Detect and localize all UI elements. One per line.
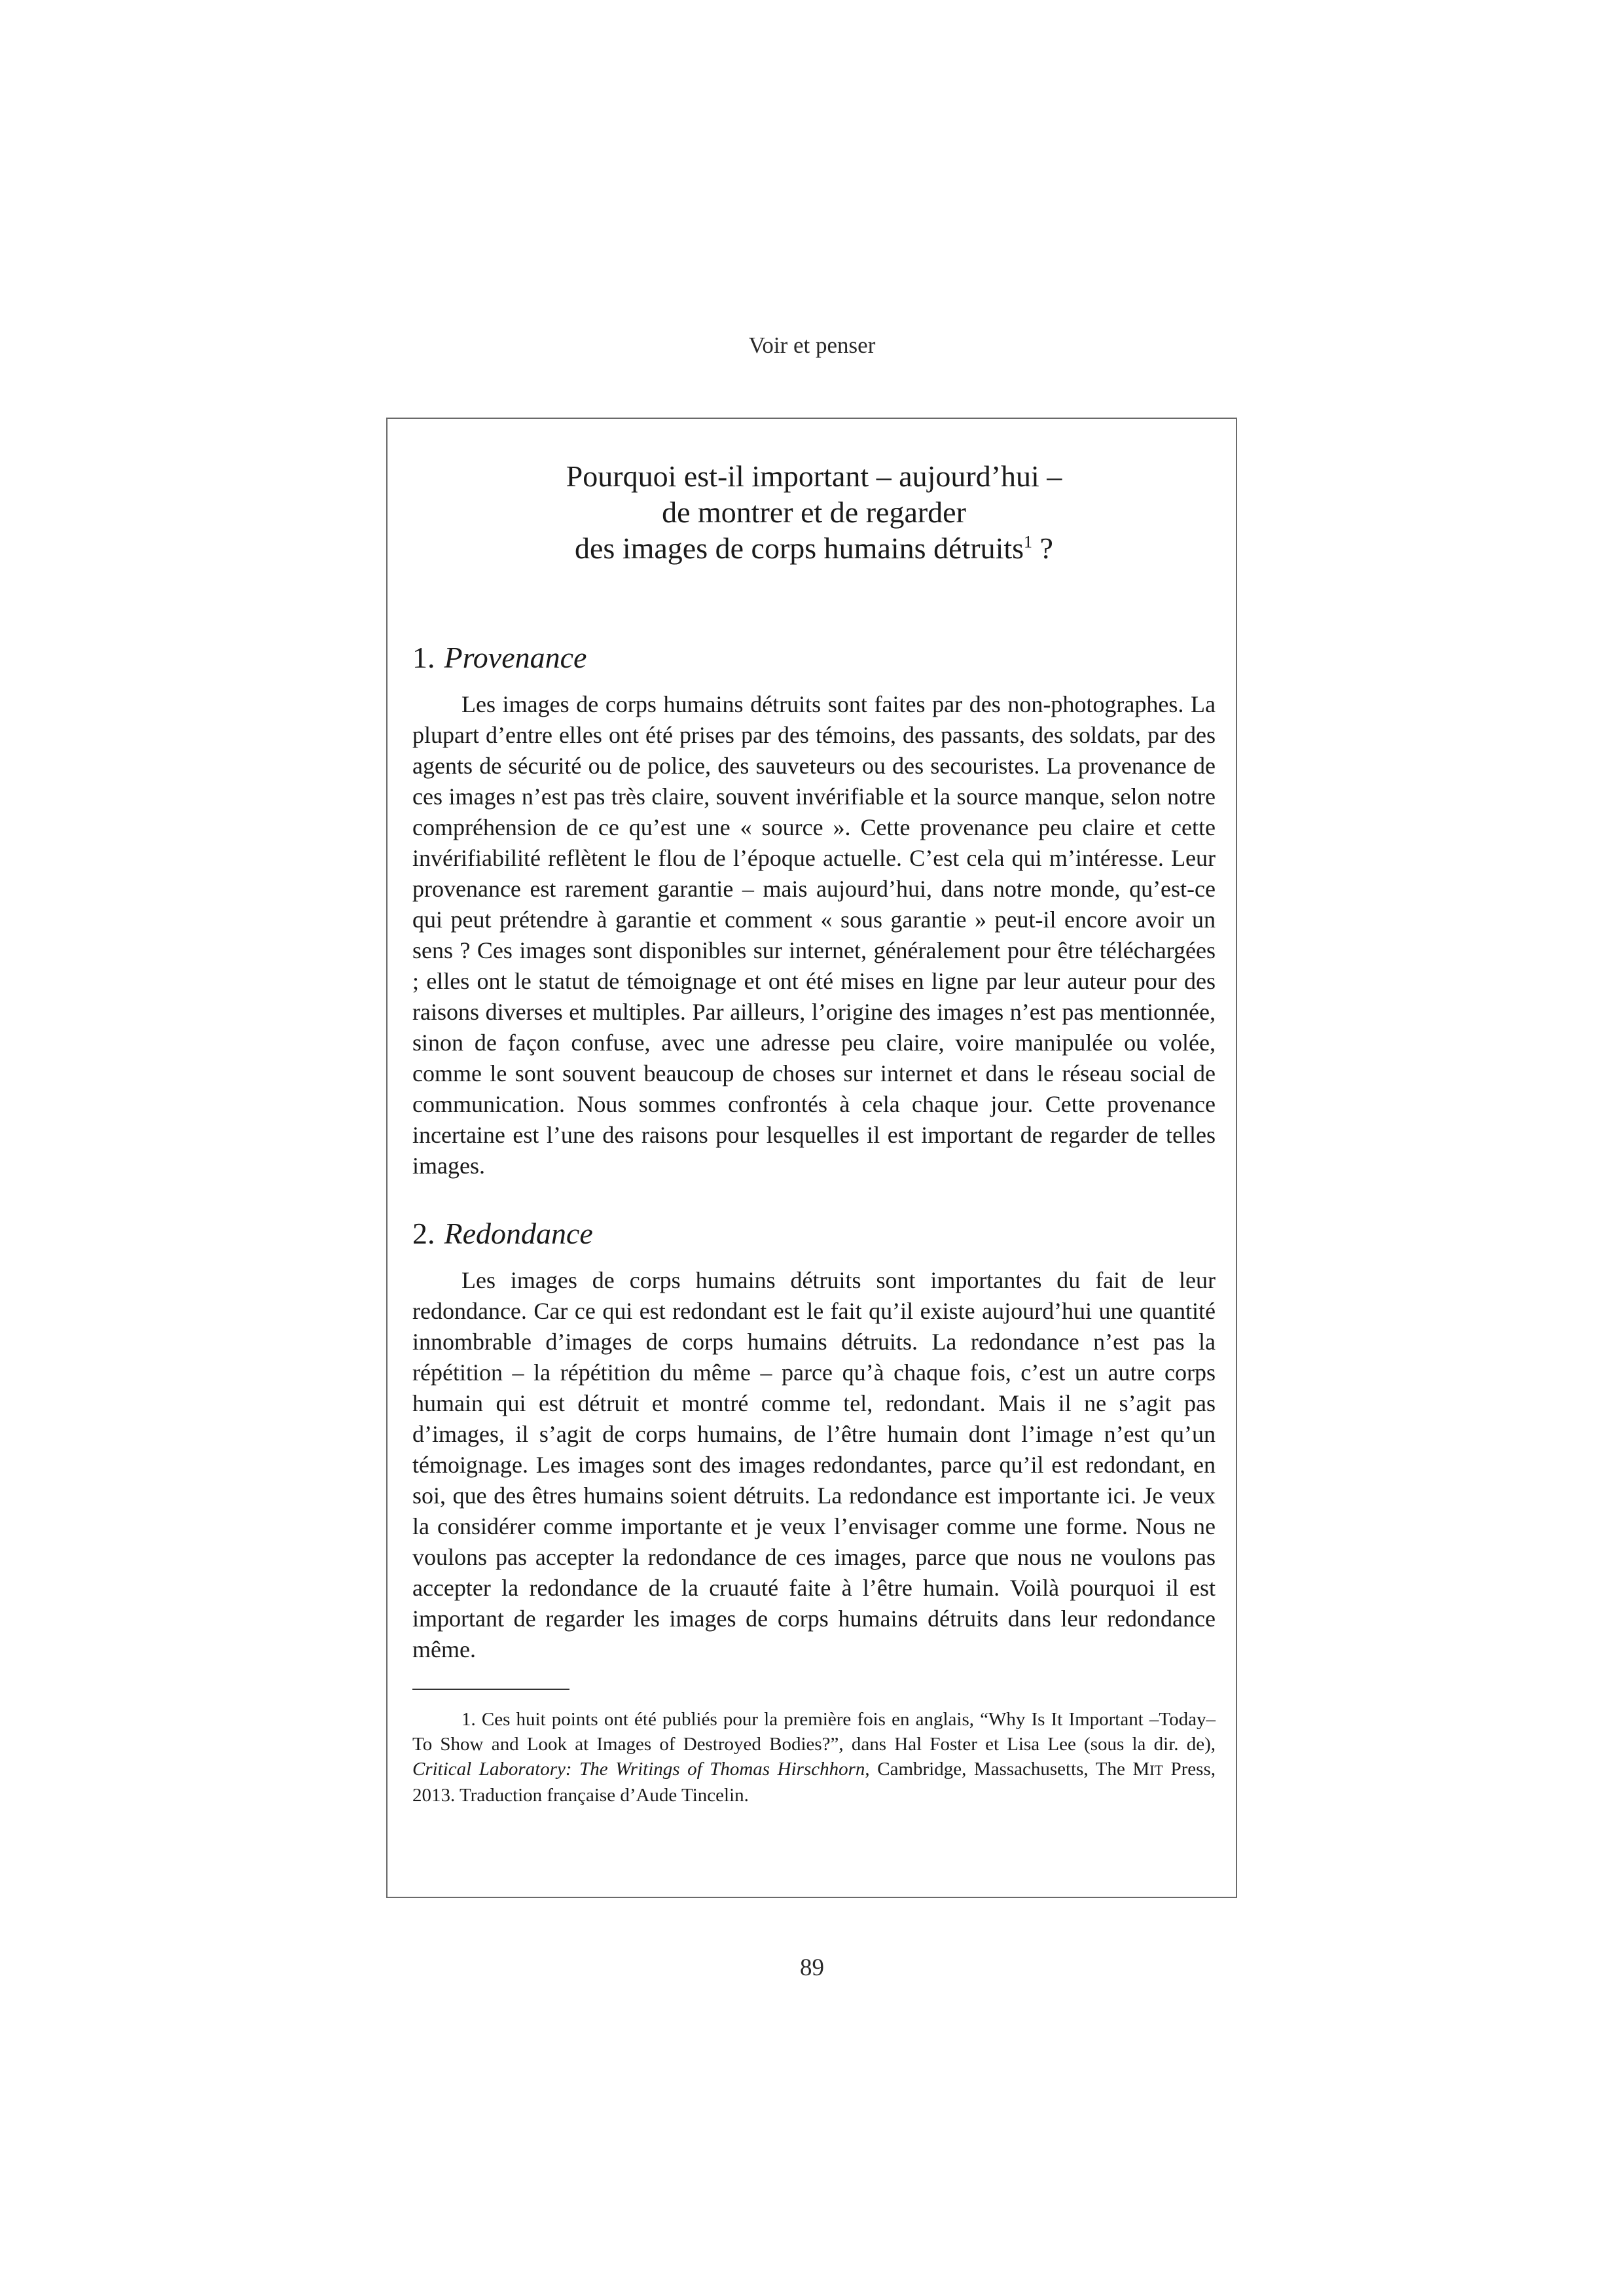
title-line-3-end: ? [1032,531,1053,565]
section-title: Provenance [444,641,587,674]
section-number: 2. [412,1217,435,1250]
title-line-1: Pourquoi est-il important – aujourd’hui – [566,459,1062,493]
footnote-number: 1. [461,1709,476,1730]
section-heading-redondance [412,1214,1216,1253]
footnote-divider [412,1689,569,1690]
footnote-smallcaps: IT [1149,1762,1163,1778]
running-head: Voir et penser [748,332,876,358]
section-paragraph-redondance: Les images de corps humains détruits sont importantes du fait de leur redondance. Car ce qui est redondant est le fait qu’il existe aujourd’hui une quantité innombrable d’images de corps humains détruits. La redondance n’est pas la répétition – la répétition du même – parce qu’à chaque fois, c’est un autre corps humain qui est détruit et montré comme tel, redondant. Mais il ne s’agit pas d’images, il s’agit de corps humains, de l’être humain dont l’image n’est qu’un témoignage. Les images sont des images redondantes, parce qu’il est redondant, en soi, que des êtres humains soient détruits. La redondance est importante ici. Je veux la considérer comme importante et je veux l’envisager comme une forme. Nous ne voulons pas accepter la redondance de ces images, parce que nous ne voulons pas accepter la redondance de la cruauté faite à l’être humain. Voilà pourquoi il est important de regarder les images de corps humains détruits dans leur redondance même. [412,1267,1216,1662]
title-line-2: de montrer et de regarder [662,495,966,529]
title-line-3-text: des images de corps humains détruits [575,531,1024,565]
page-content [412,458,1216,1808]
page-number: 89 [800,1954,824,1981]
section-heading-provenance [412,638,1216,677]
chapter-title [412,458,1216,566]
footnote-text-1: Ces huit points ont été publiés pour la première fois en anglais, “Why Is It Important –Today– To Show and Look at Images of Destroyed Bodies?”, dans Hal Foster et Lisa Lee (sous la dir. de), [412,1709,1216,1755]
title-line-3 [412,530,1216,566]
section-number: 1. [412,641,435,674]
title-footnote-mark[interactable]: 1 [1024,532,1033,552]
footnote-book-title: Critical Laboratory: The Writings of Thomas Hirschhorn [412,1759,865,1780]
section-paragraph-provenance: Les images de corps humains détruits sont faites par des non-photographes. La plupart d’entre elles ont été prises par des témoins, des passants, des soldats, par des agents de sécurité ou de police, des sauveteurs ou des secouristes. La provenance de ces images n’est pas très claire, souvent invérifiable et la source manque, selon notre compréhension de ce qu’est une « source ». Cette provenance peu claire et cette invérifiabilité reflètent le flou de l’époque actuelle. C’est cela qui m’intéresse. Leur provenance est rarement garantie – mais aujourd’hui, dans notre monde, qu’est-ce qui peut prétendre à garantie et comment « sous garantie » peut-il encore avoir un sens ? Ces images sont disponibles sur internet, généralement pour être téléchargées ; elles ont le statut de témoignage et ont été mises en ligne par leur auteur pour des raisons diverses et multiples. Par ailleurs, l’origine des images n’est pas mentionnée, sinon de façon confuse, avec une adresse peu claire, voire manipulée ou volée, comme le sont souvent beaucoup de choses sur internet et dans le réseau social de communication. Nous sommes confrontés à cela chaque jour. Cette provenance incertaine est l’une des raisons pour lesquelles il est important de regarder de telles images. [412,691,1216,1179]
footnote-text-3: Press, 2013. Traduction française d’Aude Tincelin. [412,1759,1216,1806]
section-title: Redondance [444,1217,593,1250]
footnote-text-2: , Cambridge, Massachusetts, The M [865,1759,1150,1780]
footnote [412,1707,1216,1808]
